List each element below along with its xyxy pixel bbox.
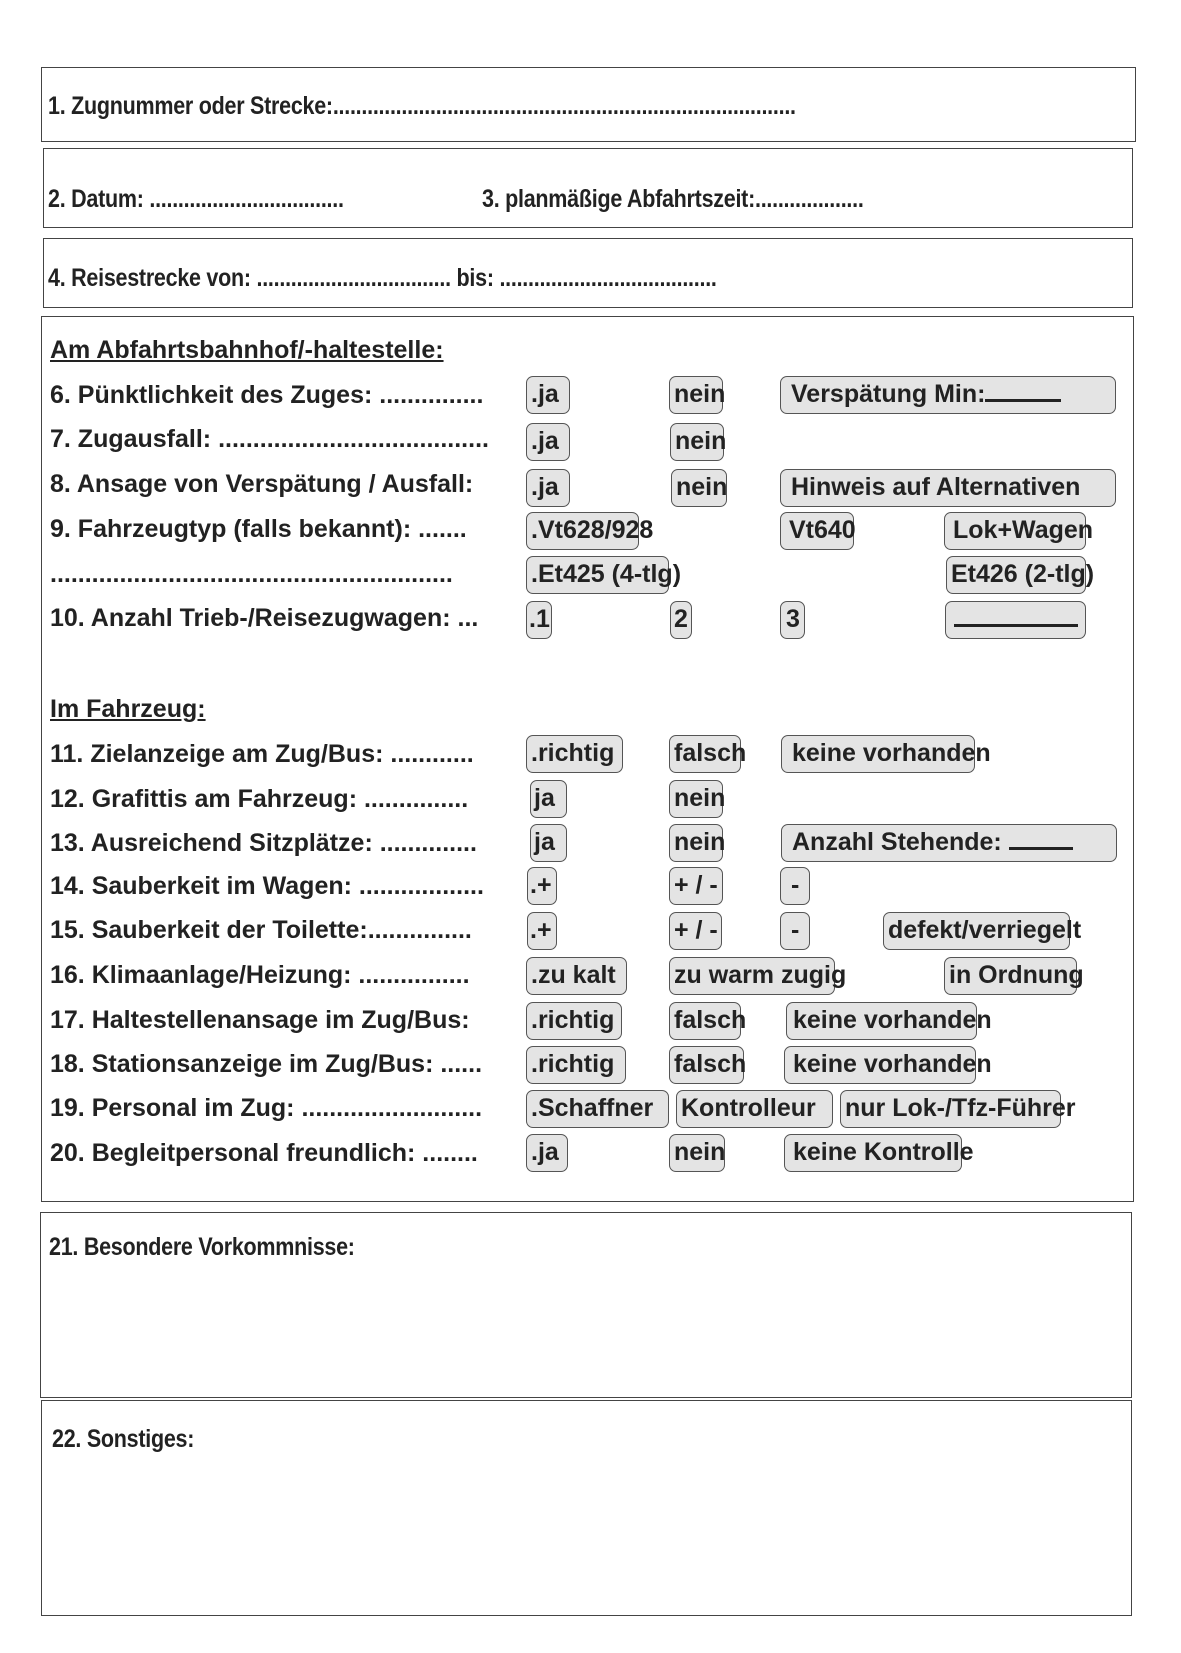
- q12-option-nein[interactable]: nein: [669, 780, 723, 818]
- q9-option-et425[interactable]: .Et425 (4-tlg): [526, 556, 669, 594]
- q9-continued-label: ..........................................................: [50, 560, 453, 588]
- q20-option-ja[interactable]: .ja: [526, 1134, 568, 1172]
- q14-option-plus[interactable]: .+: [527, 867, 557, 905]
- q15-option-minus[interactable]: -: [780, 912, 810, 950]
- q7-label: 7. Zugausfall: .......................................: [50, 425, 489, 453]
- q20-label: 20. Begleitpersonal freundlich: ........: [50, 1139, 478, 1167]
- q10-other-blank[interactable]: [954, 602, 1078, 627]
- q8-label: 8. Ansage von Verspätung / Ausfall:: [50, 470, 474, 498]
- q6-option-ja[interactable]: .ja: [526, 376, 570, 414]
- incidents-box[interactable]: [40, 1212, 1132, 1398]
- departure-time-field[interactable]: 3. planmäßige Abfahrtszeit:...................: [482, 185, 864, 213]
- train-number-field[interactable]: 1. Zugnummer oder Strecke:.................................................................................: [48, 92, 796, 120]
- q11-option-richtig[interactable]: .richtig: [526, 735, 623, 773]
- q18-option-falsch[interactable]: falsch: [669, 1046, 744, 1084]
- misc-label: 22. Sonstiges:: [52, 1425, 195, 1453]
- q20-option-no-check[interactable]: keine Kontrolle: [784, 1134, 962, 1172]
- q15-label: 15. Sauberkeit der Toilette:...............: [50, 916, 472, 944]
- q16-option-ok[interactable]: in Ordnung: [944, 957, 1077, 995]
- q11-option-none[interactable]: keine vorhanden: [781, 735, 975, 773]
- misc-box[interactable]: [41, 1400, 1132, 1616]
- q6-label: 6. Pünktlichkeit des Zuges: ...............: [50, 381, 484, 409]
- q19-option-inspector[interactable]: Kontrolleur: [676, 1090, 833, 1128]
- delay-minutes-blank[interactable]: [985, 377, 1061, 402]
- q19-option-driver-only[interactable]: nur Lok-/Tfz-Führer: [840, 1090, 1061, 1128]
- q6-option-delay-minutes[interactable]: [780, 376, 1116, 414]
- q9-option-vt628[interactable]: .Vt628/928: [526, 512, 639, 550]
- standing-label: Anzahl Stehende:: [792, 828, 1002, 856]
- q19-option-conductor[interactable]: .Schaffner: [526, 1090, 669, 1128]
- q15-option-broken[interactable]: defekt/verriegelt: [883, 912, 1070, 950]
- q17-option-none[interactable]: keine vorhanden: [786, 1002, 977, 1040]
- q10-label: 10. Anzahl Trieb-/Reisezugwagen: ...: [50, 604, 479, 632]
- q9-label: 9. Fahrzeugtyp (falls bekannt): .......: [50, 515, 467, 543]
- q10-option-other[interactable]: [945, 601, 1086, 639]
- q15-option-neutral[interactable]: + / -: [669, 912, 722, 950]
- date-time-box: [43, 148, 1133, 228]
- standing-count-blank[interactable]: [1009, 825, 1073, 850]
- q13-option-ja[interactable]: ja: [530, 824, 567, 862]
- q14-label: 14. Sauberkeit im Wagen: ..................: [50, 872, 484, 900]
- q18-option-none[interactable]: keine vorhanden: [784, 1046, 976, 1084]
- q8-option-ja[interactable]: .ja: [526, 469, 570, 507]
- q14-option-minus[interactable]: -: [780, 867, 810, 905]
- q14-option-neutral[interactable]: + / -: [669, 867, 723, 905]
- q13-option-standing[interactable]: [781, 824, 1117, 862]
- train-number-box: [41, 67, 1136, 142]
- q10-option-1[interactable]: .1: [526, 601, 552, 639]
- section-title-vehicle: Im Fahrzeug:: [50, 695, 206, 723]
- q7-option-ja[interactable]: .ja: [526, 423, 570, 461]
- q7-option-nein[interactable]: nein: [670, 423, 724, 461]
- q8-option-alternatives[interactable]: Hinweis auf Alternativen: [780, 469, 1116, 507]
- q12-label: 12. Grafittis am Fahrzeug: ...............: [50, 785, 469, 813]
- q9-option-vt640[interactable]: Vt640: [780, 512, 854, 550]
- q19-label: 19. Personal im Zug: ..........................: [50, 1094, 483, 1122]
- q17-option-falsch[interactable]: falsch: [669, 1002, 741, 1040]
- q8-option-nein[interactable]: nein: [671, 469, 727, 507]
- incidents-label: 21. Besondere Vorkommnisse:: [49, 1233, 355, 1261]
- date-field[interactable]: 2. Datum: ..................................: [48, 185, 344, 213]
- q10-option-3[interactable]: 3: [780, 601, 805, 639]
- q10-option-2[interactable]: 2: [670, 601, 692, 639]
- q15-option-plus[interactable]: .+: [527, 912, 557, 950]
- q13-option-nein[interactable]: nein: [669, 824, 723, 862]
- q18-label: 18. Stationsanzeige im Zug/Bus: ......: [50, 1050, 483, 1078]
- q16-option-warm-drafty[interactable]: zu warm zugig: [669, 957, 835, 995]
- q20-option-nein[interactable]: nein: [669, 1134, 725, 1172]
- q18-option-richtig[interactable]: .richtig: [526, 1046, 626, 1084]
- q16-option-cold[interactable]: .zu kalt: [526, 957, 627, 995]
- q11-label: 11. Zielanzeige am Zug/Bus: ............: [50, 740, 474, 768]
- q6-option-nein[interactable]: nein: [669, 376, 723, 414]
- q13-label: 13. Ausreichend Sitzplätze: ..............: [50, 829, 477, 857]
- q17-option-richtig[interactable]: .richtig: [526, 1002, 622, 1040]
- route-field[interactable]: 4. Reisestrecke von: .................................. bis: ......................................: [48, 264, 717, 292]
- q17-label: 17. Haltestellenansage im Zug/Bus:: [50, 1006, 470, 1034]
- q11-option-falsch[interactable]: falsch: [669, 735, 741, 773]
- q12-option-ja[interactable]: ja: [530, 780, 567, 818]
- route-box: [43, 238, 1133, 308]
- q9-option-et426[interactable]: Et426 (2-tlg): [946, 556, 1086, 594]
- delay-minutes-label: Verspätung Min:: [791, 380, 986, 408]
- q16-label: 16. Klimaanlage/Heizung: ................: [50, 961, 470, 989]
- q9-option-lok-wagen[interactable]: Lok+Wagen: [944, 512, 1086, 550]
- section-title-departure: Am Abfahrtsbahnhof/-haltestelle:: [50, 336, 444, 364]
